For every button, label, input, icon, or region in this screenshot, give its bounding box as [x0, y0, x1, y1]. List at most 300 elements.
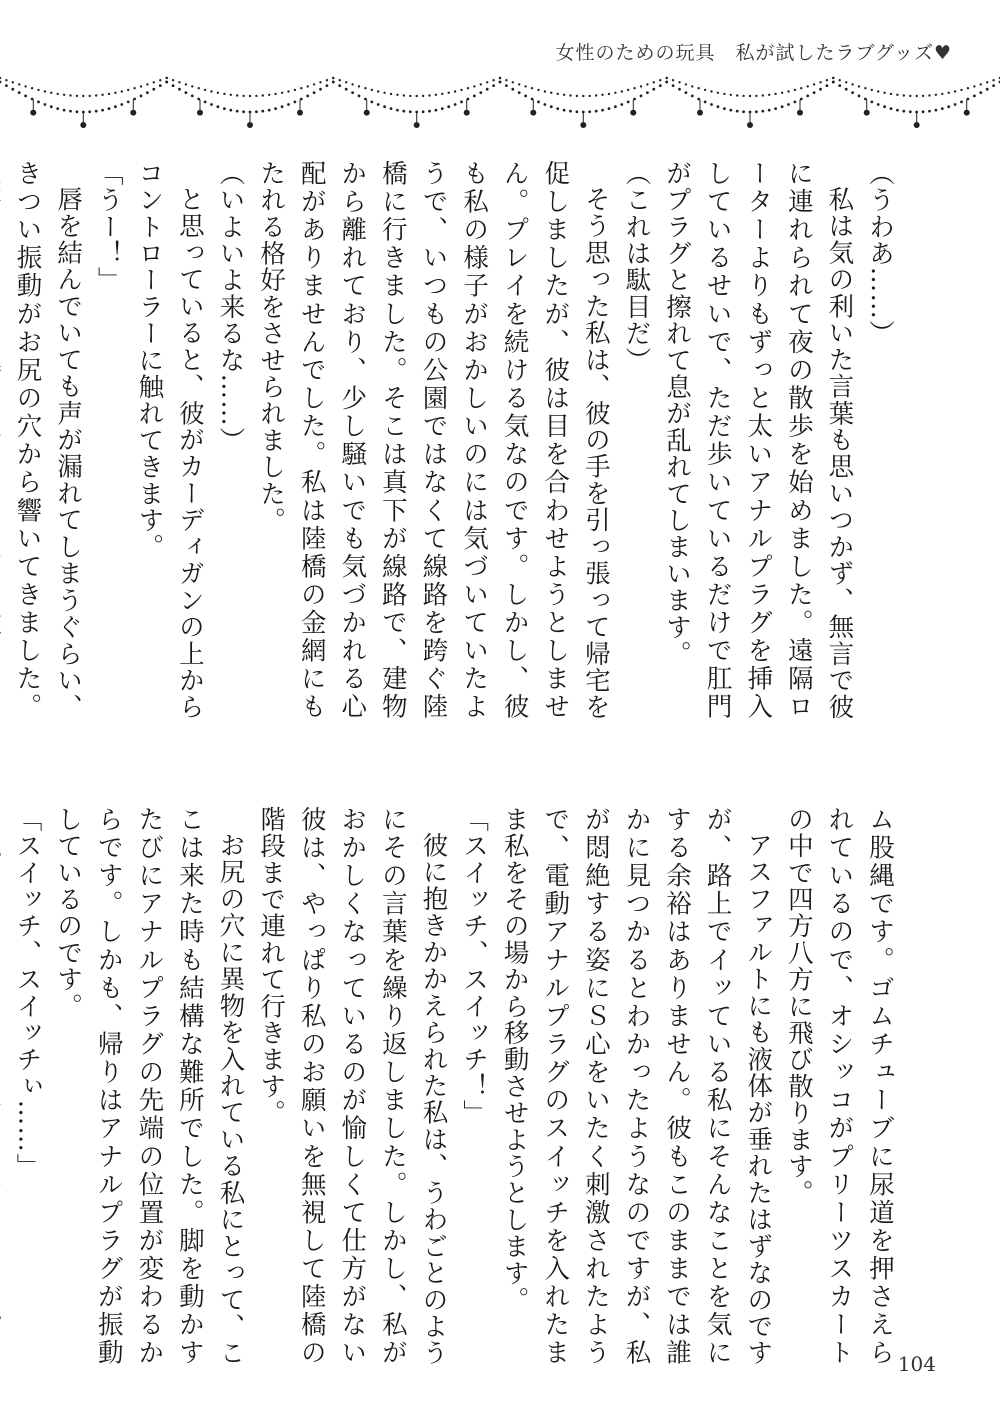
garland-bead — [467, 87, 469, 89]
garland-bead — [473, 95, 476, 98]
garland-bead — [294, 89, 296, 91]
garland-bead — [896, 109, 899, 112]
garland-bead — [582, 95, 584, 97]
garland-bead — [133, 87, 135, 89]
garland-bead — [0, 81, 1, 84]
garland-bead — [883, 105, 886, 108]
garland-bead — [768, 109, 771, 112]
garland-bead — [685, 91, 688, 94]
garland-bead — [524, 85, 526, 87]
garland-bead — [794, 89, 796, 91]
garland-bead — [473, 85, 475, 87]
garland-bead — [37, 101, 40, 104]
garland-bead — [409, 95, 411, 97]
garland-bead — [396, 109, 399, 112]
garland-bead — [127, 89, 129, 91]
garland-bead — [992, 84, 995, 87]
garland-bead — [601, 94, 603, 96]
garland-bead — [710, 103, 713, 106]
garland-bead — [537, 101, 540, 104]
garland-bead — [159, 79, 161, 81]
garland-bead — [262, 94, 264, 96]
garland-bead — [768, 94, 770, 96]
garland-bead — [95, 110, 98, 113]
garland-bead — [249, 95, 251, 97]
garland-bead — [63, 109, 66, 112]
garland-bead — [18, 91, 21, 94]
garland-pendant — [864, 110, 870, 116]
garland-bead — [979, 91, 982, 94]
garland-bead — [370, 101, 373, 104]
garland-bead — [871, 89, 873, 91]
garland-bead — [839, 79, 841, 81]
garland-bead — [646, 83, 648, 85]
garland-bead — [146, 83, 148, 85]
garland-bead — [339, 79, 341, 81]
garland-bead — [441, 93, 443, 95]
garland-bead — [428, 110, 431, 113]
garland-bead — [973, 85, 975, 87]
garland-bead — [986, 88, 989, 91]
garland-bead — [338, 84, 341, 87]
garland-bead — [165, 81, 168, 84]
garland-bead — [851, 83, 853, 85]
garland-bead — [409, 110, 412, 113]
garland-bead — [358, 95, 361, 98]
garland-bead — [403, 94, 405, 96]
garland-bead — [12, 81, 14, 83]
garland-bead — [691, 95, 694, 98]
garland-bead — [274, 107, 277, 110]
garland-bead — [723, 107, 726, 110]
garland-bead — [614, 92, 616, 94]
garland-bead — [217, 105, 220, 108]
garland-bead — [826, 79, 828, 81]
garland-bead — [5, 84, 8, 87]
page-number: 104 — [897, 1352, 936, 1376]
garland-bead — [108, 107, 111, 110]
paragraph: （これは駄目だ） — [621, 160, 652, 374]
garland-bead — [858, 95, 861, 98]
paragraph: お尻の穴に異物を入れている私にとって、ここは来た時も結構な難所でした。脚を動かすたびにアナルプラグの先端の位置が変わるからです。しかも、帰りはアナルプラグが振動しているのです。 — [53, 806, 246, 1366]
garland-bead — [774, 107, 777, 110]
garland-bead — [563, 109, 566, 112]
garland-bead — [153, 81, 155, 83]
lower-text-block — [12, 806, 900, 1366]
garland-bead — [377, 103, 380, 106]
garland-bead — [672, 79, 674, 81]
garland-bead — [845, 88, 848, 91]
garland-bead — [351, 83, 353, 85]
garland-bead — [146, 91, 149, 94]
garland-bead — [819, 88, 822, 91]
garland-bead — [358, 85, 360, 87]
garland-bead — [422, 110, 425, 113]
garland-pendant — [464, 110, 470, 116]
garland-bead — [646, 91, 649, 94]
garland-bead — [672, 84, 675, 87]
garland-bead — [838, 84, 841, 87]
garland-bead — [313, 83, 315, 85]
garland-bead — [37, 89, 39, 91]
garland-bead — [281, 105, 284, 108]
garland-bead — [416, 95, 418, 97]
garland-bead — [204, 89, 206, 91]
garland-bead — [806, 95, 809, 98]
garland-bead — [941, 107, 944, 110]
garland-bead — [261, 110, 264, 113]
garland-bead — [800, 87, 802, 89]
garland-bead — [922, 110, 925, 113]
garland-bead — [980, 83, 982, 85]
garland-pendant — [197, 110, 203, 116]
garland-bead — [480, 83, 482, 85]
garland-bead — [140, 85, 142, 87]
paragraph: そう思った私は、彼の手を引っ張って帰宅を促しましたが、彼は目を合わせようとしません。プレイを続ける気なのです。しかし、彼も私の様子がおかしいのには気づいていたようで、いつもの公園ではなくて線路を跨ぐ陸橋に行きました。そこは真下が線路で、建物から離れており、少し騒いでも気づかれる心配がありませんでした。私は陸橋の金網にもたれる格好をさせられました。 — [256, 160, 611, 720]
garland-bead — [300, 87, 302, 89]
garland-bead — [166, 77, 168, 79]
garland-bead — [851, 91, 854, 94]
garland-bead — [627, 101, 630, 104]
garland-bead — [736, 110, 739, 113]
upper-text-block — [12, 160, 900, 720]
garland-bead — [230, 94, 232, 96]
garland-bead — [204, 101, 207, 104]
garland-bead — [589, 95, 591, 97]
garland-bead — [172, 79, 174, 81]
garland-bead — [652, 88, 655, 91]
garland-bead — [710, 90, 712, 92]
garland-bead — [229, 109, 232, 112]
garland-bead — [544, 103, 547, 106]
garland-bead — [178, 81, 180, 83]
garland-bead — [524, 95, 527, 98]
paragraph: 私は気の利いた言葉も思いつかず、無言で彼に連れられて夜の散歩を始めました。遠隔ローターよりもずっと太いアナルプラグを挿入しているせいで、ただ歩いているだけで肛門がプラグと擦れて息が乱れてしまいます。 — [662, 160, 855, 720]
garland-bead — [95, 94, 97, 96]
garland-bead — [608, 107, 611, 110]
garland-bead — [627, 89, 629, 91]
paragraph — [0, 806, 7, 1366]
garland-bead — [44, 90, 46, 92]
garland-bead — [890, 93, 892, 95]
garland-bead — [479, 91, 482, 94]
garland-bead — [653, 81, 655, 83]
garland-bead — [185, 91, 188, 94]
garland-bead — [576, 95, 578, 97]
garland-bead — [569, 110, 572, 113]
garland-bead — [704, 89, 706, 91]
paragraph: 「スイッチ、スイッチ！」 — [459, 806, 490, 1127]
garland-bead — [992, 79, 994, 81]
garland-bead — [499, 77, 501, 79]
garland-bead — [24, 85, 26, 87]
garland-pendant — [364, 110, 370, 116]
garland-pendant — [130, 110, 136, 116]
garland-bead — [505, 84, 508, 87]
garland-bead — [832, 81, 835, 84]
garland-bead — [306, 95, 309, 98]
paragraph: 「スイッチ、スイッチぃ……」 — [12, 806, 43, 1180]
garland-bead — [659, 79, 661, 81]
garland-bead — [928, 94, 930, 96]
garland-bead — [31, 87, 33, 89]
garland-bead — [44, 103, 47, 106]
garland-bead — [960, 101, 963, 104]
garland-bead — [928, 110, 931, 113]
garland-bead — [544, 90, 546, 92]
garland-bead — [685, 83, 687, 85]
garland-bead — [447, 105, 450, 108]
garland-bead — [512, 81, 514, 83]
garland-bead — [967, 87, 969, 89]
garland-bead — [858, 85, 860, 87]
garland-bead — [486, 88, 489, 91]
garland-bead — [287, 103, 290, 106]
garland-bead — [691, 85, 693, 87]
garland-bead — [659, 84, 662, 87]
garland-bead — [242, 110, 245, 113]
garland-bead — [56, 107, 59, 110]
garland-bead — [678, 88, 681, 91]
garland-bead — [101, 94, 103, 96]
garland-bead — [191, 95, 194, 98]
garland-bead — [108, 93, 110, 95]
garland-bead — [319, 88, 322, 91]
paragraph: （いよいよ来るな……） — [215, 160, 246, 454]
garland-bead — [332, 81, 335, 84]
garland-bead — [986, 81, 988, 83]
garland-bead — [666, 77, 668, 79]
garland-bead — [698, 87, 700, 89]
garland-bead — [210, 90, 212, 92]
garland-pendant — [747, 122, 753, 128]
garland-bead — [114, 92, 116, 94]
garland-bead — [294, 101, 297, 104]
garland-bead — [813, 83, 815, 85]
garland-bead — [18, 83, 20, 85]
garland-bead — [813, 91, 816, 94]
garland-bead — [717, 105, 720, 108]
garland-bead — [371, 89, 373, 91]
garland-bead — [0, 77, 1, 79]
garland-bead — [396, 94, 398, 96]
paragraph: と思っていると、彼がカーディガンの上からコントローラーに触れてきます。 — [134, 160, 205, 720]
paragraph: 彼に抱きかかえられた私は、うわごとのようにその言葉を繰り返しました。しかし、私がおかしくなっているのが愉しくて仕方がない彼は、やっぱり私のお願いを無視して陸橋の階段まで連れて行きます。 — [256, 806, 449, 1366]
garland-bead — [704, 101, 707, 104]
garland-bead — [902, 110, 905, 113]
garland-bead — [390, 107, 393, 110]
garland-bead — [807, 85, 809, 87]
garland-bead — [518, 91, 521, 94]
garland-bead — [178, 88, 181, 91]
garland-bead — [640, 85, 642, 87]
decorative-garland — [0, 70, 1000, 140]
garland-pendant — [247, 122, 253, 128]
garland-bead — [832, 77, 834, 79]
garland-bead — [890, 107, 893, 110]
garland-pendant — [797, 110, 803, 116]
garland-bead — [761, 110, 764, 113]
garland-bead — [307, 85, 309, 87]
garland-bead — [281, 92, 283, 94]
garland-bead — [864, 87, 866, 89]
garland-bead — [499, 81, 502, 84]
garland-bead — [332, 77, 334, 79]
garland-bead — [595, 94, 597, 96]
garland-bead — [82, 95, 84, 97]
garland-bead — [69, 94, 71, 96]
garland-bead — [909, 95, 911, 97]
paragraph: 唇を結んでいても声が漏れてしまうぐらい、きつい振動がお尻の穴から響いてきました。 — [12, 160, 84, 720]
garland-bead — [569, 94, 571, 96]
garland-bead — [191, 85, 193, 87]
garland-pendant — [697, 110, 703, 116]
garland-bead — [210, 103, 213, 106]
garland-bead — [742, 110, 745, 113]
garland-bead — [383, 105, 386, 108]
garland-bead — [755, 95, 757, 97]
garland-bead — [640, 95, 643, 98]
garland-bead — [588, 110, 591, 113]
garland-pendant — [414, 122, 420, 128]
garland-pendant — [80, 122, 86, 128]
garland-bead — [518, 83, 520, 85]
garland-bead — [762, 94, 764, 96]
garland-bead — [172, 84, 175, 87]
garland-bead — [89, 95, 91, 97]
garland-bead — [236, 94, 238, 96]
garland-pendant — [530, 110, 536, 116]
garland-bead — [550, 92, 552, 94]
garland-bead — [24, 95, 27, 98]
garland-bead — [870, 101, 873, 104]
garland-bead — [537, 89, 539, 91]
garland-bead — [140, 95, 143, 98]
garland-bead — [557, 93, 559, 95]
garland-bead — [454, 90, 456, 92]
garland-bead — [268, 109, 271, 112]
garland-bead — [941, 93, 943, 95]
garland-bead — [50, 92, 52, 94]
garland-bead — [960, 89, 962, 91]
garland-bead — [755, 110, 758, 113]
garland-bead — [217, 92, 219, 94]
garland-pendant — [630, 110, 636, 116]
garland-bead — [377, 90, 379, 92]
garland-bead — [614, 105, 617, 108]
garland-bead — [236, 110, 239, 113]
garland-bead — [101, 109, 104, 112]
garland-bead — [114, 105, 117, 108]
garland-bead — [435, 109, 438, 112]
garland-bead — [954, 90, 956, 92]
garland-bead — [774, 93, 776, 95]
garland-bead — [402, 110, 405, 113]
garland-bead — [531, 87, 533, 89]
garland-bead — [76, 95, 78, 97]
garland-bead — [794, 101, 797, 104]
garland-pendant — [964, 110, 970, 116]
paragraph: アスファルトにも液体が垂れたはずなのですが、路上でイッている私にそんなことを気にする余裕はありません。彼もこのままでは誰かに見つかるとわかったようなのですが、私が悶絶する姿にＳ心をいたく刺激されたようで、電動アナルプラグのスイッチを入れたまま私をその場から移動させようとします。 — [499, 806, 774, 1366]
garland-bead — [223, 93, 225, 95]
garland-bead — [665, 81, 668, 84]
garland-bead — [736, 94, 738, 96]
garland-bead — [223, 107, 226, 110]
garland-bead — [729, 109, 732, 112]
garland-bead — [954, 103, 957, 106]
garland-bead — [826, 84, 829, 87]
garland-bead — [749, 95, 751, 97]
garland-bead — [274, 93, 276, 95]
garland-bead — [185, 83, 187, 85]
garland-bead — [505, 79, 507, 81]
garland-bead — [326, 79, 328, 81]
garland-bead — [326, 84, 329, 87]
garland-bead — [50, 105, 53, 108]
garland-bead — [883, 92, 885, 94]
running-header: 女性のための玩具 私が試したラブグッズ♥ — [555, 42, 952, 64]
garland-bead — [563, 94, 565, 96]
garland-bead — [935, 109, 938, 112]
garland-bead — [601, 109, 604, 112]
garland-bead — [486, 81, 488, 83]
garland-bead — [787, 103, 790, 106]
garland-bead — [435, 94, 437, 96]
garland-bead — [351, 91, 354, 94]
garland-bead — [781, 92, 783, 94]
garland-bead — [608, 93, 610, 95]
garland-bead — [460, 101, 463, 104]
garland-bead — [120, 103, 123, 106]
garland-bead — [390, 93, 392, 95]
garland-bead — [742, 95, 744, 97]
garland-bead — [550, 105, 553, 108]
garland-bead — [159, 84, 162, 87]
garland-bead — [916, 95, 918, 97]
garland-bead — [345, 81, 347, 83]
garland-bead — [877, 103, 880, 106]
garland-bead — [121, 90, 123, 92]
garland-bead — [11, 88, 14, 91]
garland-bead — [88, 110, 91, 113]
garland-bead — [492, 84, 495, 87]
garland-pendant — [914, 122, 920, 128]
garland-bead — [595, 110, 598, 113]
garland-bead — [5, 79, 7, 81]
garland-bead — [896, 94, 898, 96]
garland-bead — [973, 95, 976, 98]
garland-bead — [255, 110, 258, 113]
garland-bead — [845, 81, 847, 83]
garland-bead — [877, 90, 879, 92]
garland-bead — [947, 105, 950, 108]
garland-bead — [787, 90, 789, 92]
garland-bead — [935, 94, 937, 96]
garland-bead — [576, 110, 579, 113]
garland-bead — [781, 105, 784, 108]
garland-bead — [345, 88, 348, 91]
garland-bead — [922, 95, 924, 97]
garland-bead — [909, 110, 912, 113]
garland-bead — [319, 81, 321, 83]
garland-bead — [819, 81, 821, 83]
garland-bead — [69, 110, 72, 113]
garland-bead — [255, 95, 257, 97]
garland-bead — [441, 107, 444, 110]
paragraph: 「うー！」 — [93, 160, 124, 294]
garland-bead — [556, 107, 559, 110]
garland-bead — [268, 94, 270, 96]
